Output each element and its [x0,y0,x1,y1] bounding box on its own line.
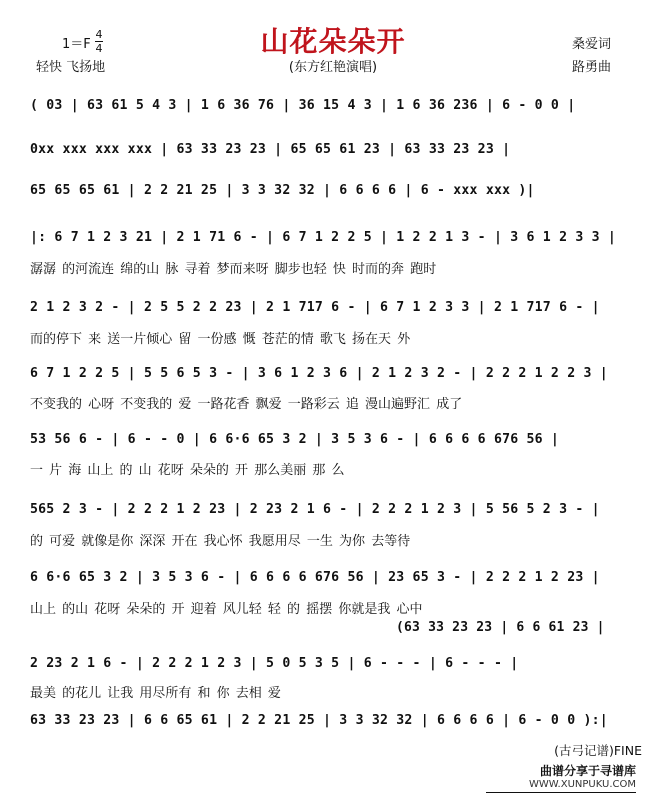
lyric-line-7: 一 片 海 山上 的 山 花呀 朵朵的 开 那么美丽 那 么 [30,463,345,478]
notation-line-7: 53 56 6 - | 6 - - 0 | 6 6·6 65 3 2 | 3 5 3 6 - | 6 6 6 6 676 56 | [30,432,560,447]
time-signature [95,29,103,54]
lyric-line-6: 不变我的 心呀 不变我的 爱 一路花香 飘爱 一路彩云 追 漫山遍野汇 成了 [30,397,463,412]
performer-credit: (东方红艳演唱) [288,60,378,75]
notation-line-2: 0xx xxx xxx xxx | 63 33 23 23 | 65 65 61 23 | 63 33 23 23 | [30,142,511,157]
notation-line-1: ( 03 | 63 61 5 4 3 | 1 6 36 76 | 36 15 4 3 | 1 6 36 236 | 6 - 0 0 | [30,98,576,113]
time-signature-bottom: 4 [95,42,103,55]
lyric-line-4: 潺潺 的河流连 绵的山 脉 寻着 梦而来呀 脚步也轻 快 时而的奔 跑时 [30,262,437,277]
notation-line-11: 63 33 23 23 | 6 6 65 61 | 2 2 21 25 | 3 3 32 32 | 6 6 6 6 | 6 - 0 0 ):| [30,713,608,728]
song-title: 山花朵朵开 [260,25,406,58]
share-note: 曲谱分享于寻谱库 [539,764,636,778]
time-signature-top: 4 [95,28,103,41]
lyric-line-9: 山上 的山 花呀 朵朵的 开 迎着 风儿轻 轻 的 摇摆 你就是我 心中 [30,602,423,617]
lyric-line-10: 最美 的花儿 让我 用尽所有 和 你 去相 爱 [30,686,281,701]
lyricist-credit: 桑爱词 [572,37,612,52]
tempo-marking: 轻快 飞扬地 [36,60,106,75]
aux-notation-line: (63 33 23 23 | 6 6 61 23 | [396,620,605,635]
composer-credit: 路勇曲 [572,60,612,75]
notation-line-6: 6 7 1 2 2 5 | 5 5 6 5 3 - | 3 6 1 2 3 6 | 2 1 2 3 2 - | 2 2 2 1 2 2 3 | [30,366,608,381]
notation-line-4: |: 6 7 1 2 3 21 | 2 1 71 6 - | 6 7 1 2 2 5 | 1 2 2 1 3 - | 3 6 1 2 3 3 | [30,230,617,245]
notation-line-3: 65 65 65 61 | 2 2 21 25 | 3 3 32 32 | 6 6 6 6 | 6 - xxx xxx )| [30,183,535,198]
notation-line-5: 2 1 2 3 2 - | 2 5 5 2 2 23 | 2 1 717 6 - | 6 7 1 2 3 3 | 2 1 717 6 - | [30,300,600,315]
lyric-line-5: 而的停下 来 送一片倾心 留 一份感 慨 苍茫的情 歌飞 扬在天 外 [30,332,411,347]
notation-line-10: 2 23 2 1 6 - | 2 2 2 1 2 3 | 5 0 5 3 5 | 6 - - - | 6 - - - | [30,656,519,671]
site-url: WWW.XUNPUKU.COM [529,779,636,790]
key-signature: 1＝F [62,37,91,52]
lyric-line-8: 的 可爱 就像是你 深深 开在 我心怀 我愿用尽 一生 为你 去等待 [30,534,411,549]
notation-line-8: 565 2 3 - | 2 2 2 1 2 23 | 2 23 2 1 6 - | 2 2 2 1 2 3 | 5 56 5 2 3 - | [30,502,600,517]
notation-line-9: 6 6·6 65 3 2 | 3 5 3 6 - | 6 6 6 6 676 56 | 23 65 3 - | 2 2 2 1 2 23 | [30,570,600,585]
transcriber-note: (古弓记谱)FINE [554,743,642,758]
